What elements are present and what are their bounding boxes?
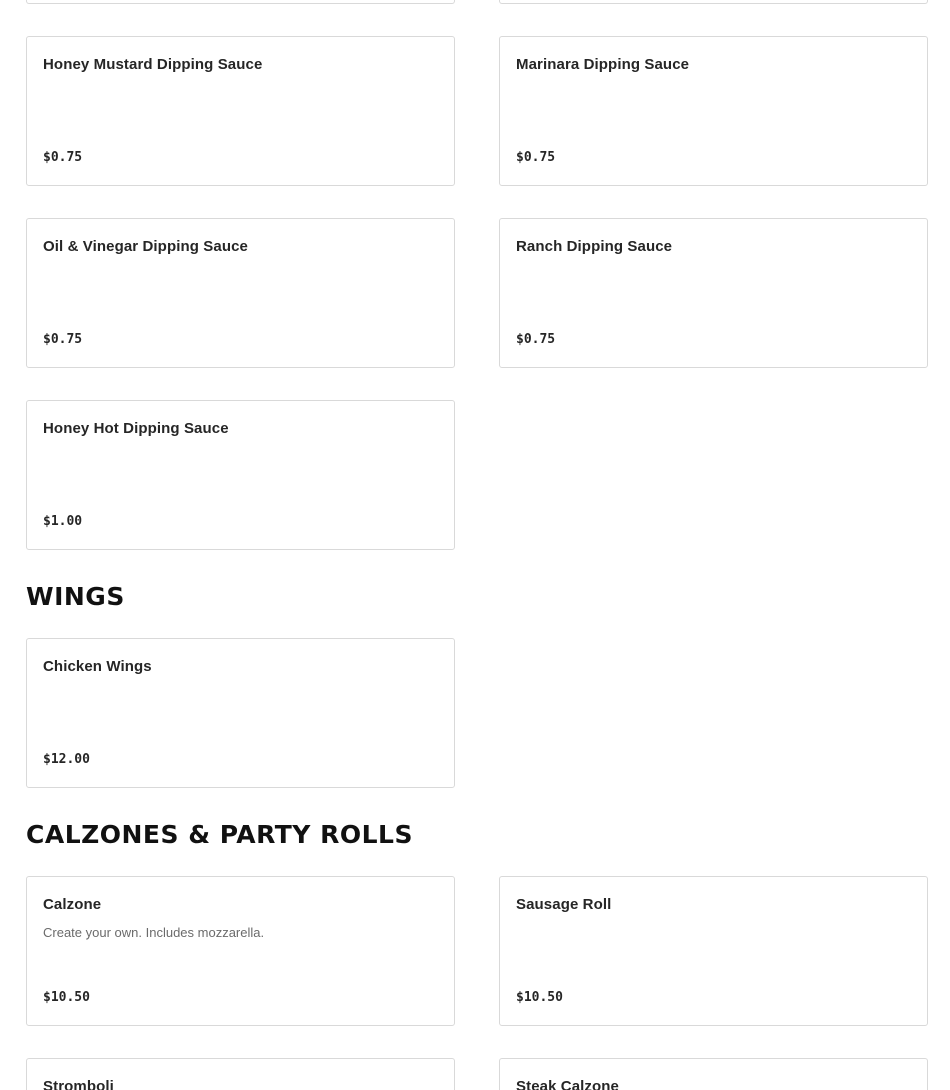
menu-item-card-partial[interactable] (26, 0, 455, 4)
menu-item-name: Oil & Vinegar Dipping Sauce (43, 238, 248, 255)
menu-item-card[interactable] (499, 218, 928, 368)
menu-item-name: Chicken Wings (43, 658, 152, 675)
menu-item-card[interactable] (499, 876, 928, 1026)
menu-item-price: $12.00 (43, 752, 90, 767)
menu-item-price: $10.50 (516, 990, 563, 1005)
menu-item-name: Marinara Dipping Sauce (516, 56, 690, 73)
menu-item-name: Ranch Dipping Sauce (516, 238, 673, 255)
menu-item-name: Steak Calzone (516, 1078, 620, 1090)
menu-item-card[interactable] (26, 1058, 455, 1090)
menu-item-price: $1.00 (43, 514, 83, 529)
menu-item-card[interactable] (26, 876, 455, 1026)
menu-item-name: Honey Mustard Dipping Sauce (43, 56, 263, 73)
menu-item-card[interactable] (499, 1058, 928, 1090)
menu-item-price: $10.50 (43, 990, 90, 1005)
menu-item-price: $0.75 (43, 150, 83, 165)
section-title-calzones: CALZONES & PARTY ROLLS (26, 820, 413, 849)
menu-item-price: $0.75 (43, 332, 83, 347)
menu-item-card[interactable] (26, 638, 455, 788)
menu-item-card[interactable] (26, 218, 455, 368)
menu-item-card[interactable] (26, 400, 455, 550)
menu-item-name: Stromboli (43, 1078, 114, 1090)
menu-item-name: Calzone (43, 896, 102, 913)
menu-item-price: $0.75 (516, 150, 556, 165)
menu-item-name: Sausage Roll (516, 896, 612, 913)
menu-item-card[interactable] (499, 36, 928, 186)
menu-item-name: Honey Hot Dipping Sauce (43, 420, 229, 437)
section-title-wings: WINGS (26, 582, 125, 611)
menu-item-card-partial[interactable] (499, 0, 928, 4)
menu-item-card[interactable] (26, 36, 455, 186)
menu-item-price: $0.75 (516, 332, 556, 347)
menu-item-description: Create your own. Includes mozzarella. (43, 925, 265, 940)
